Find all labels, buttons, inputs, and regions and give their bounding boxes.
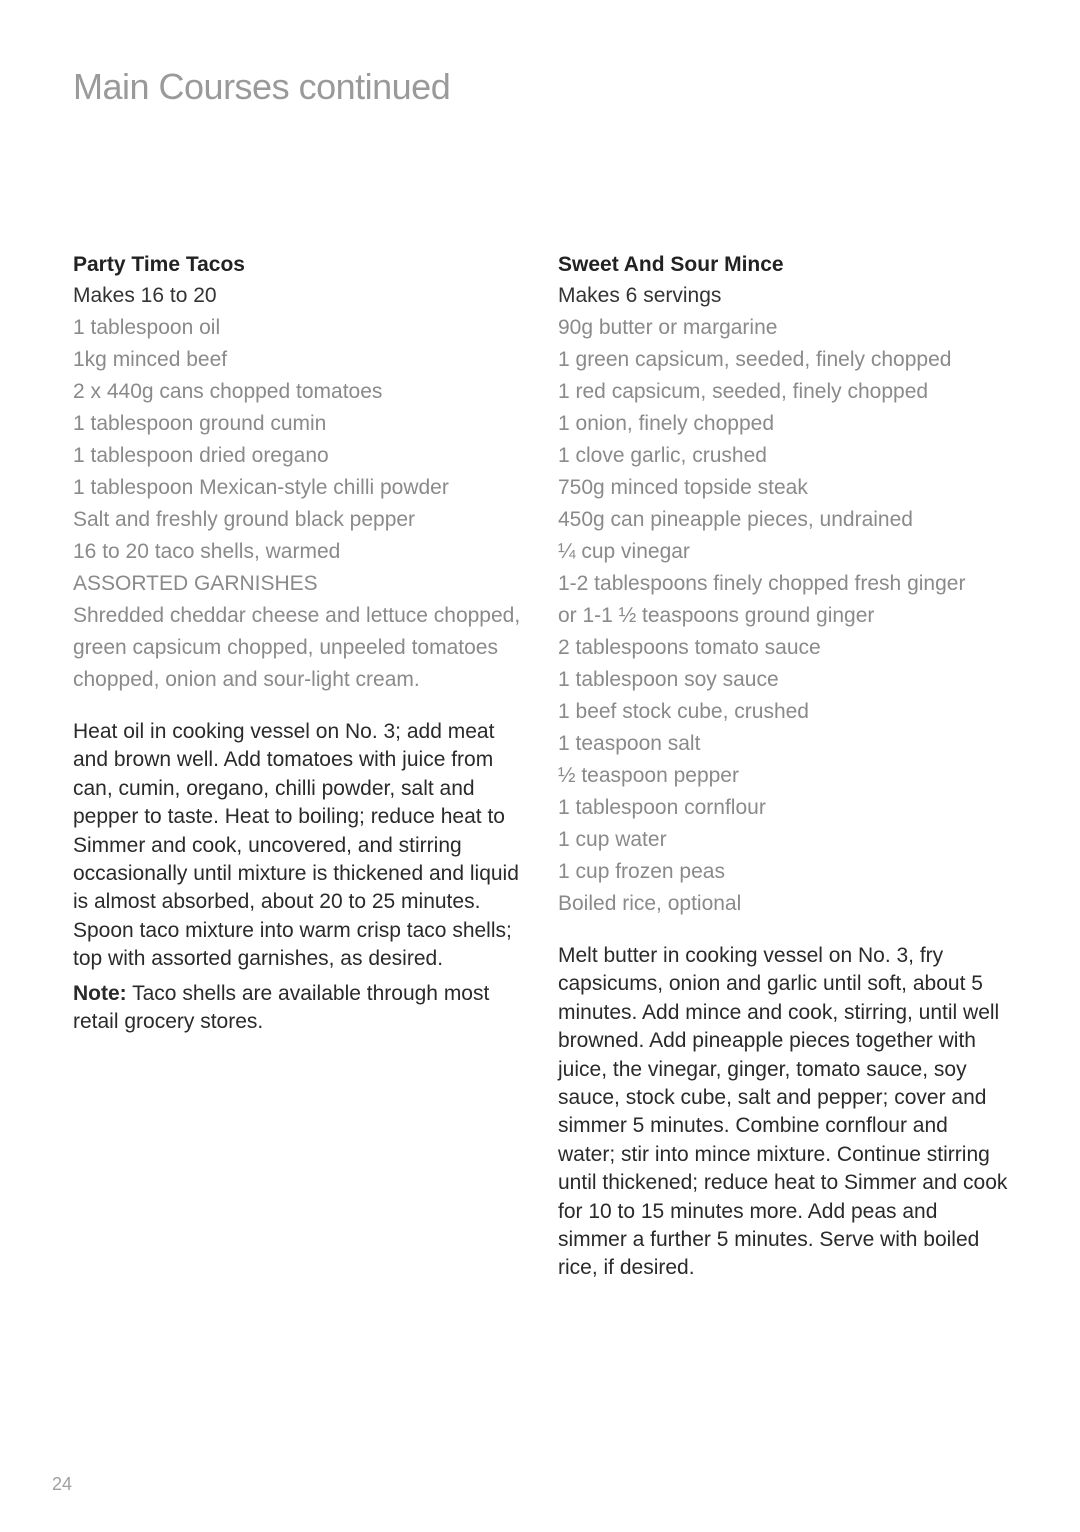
ingredient-item: 1 onion, finely chopped bbox=[558, 412, 774, 435]
recipe-party-time-tacos bbox=[73, 250, 528, 1036]
ingredient-item: 16 to 20 taco shells, warmed bbox=[73, 540, 341, 563]
recipe-yield: Makes 16 to 20 bbox=[73, 284, 217, 307]
note-label: Note: bbox=[73, 981, 127, 1005]
ingredient-item: 1 cup frozen peas bbox=[558, 860, 725, 883]
ingredient-item: 1 tablespoon soy sauce bbox=[558, 668, 779, 691]
page-number: 24 bbox=[52, 1474, 73, 1494]
method-text: Heat oil in cooking vessel on No. 3; add meat and brown well. Add tomatoes with juice from can, cumin, oregano, chilli powder, salt and pepper to taste. Heat to boiling; reduce heat to Simmer and cook, uncovered, and stirring occasionally until mixture is thickened and liquid is almost absorbed, about 20 to 25 minutes. Spoon taco mixture into warm crisp taco shells; top with assorted garnishes, as desired. bbox=[73, 720, 519, 971]
ingredient-item: 1 tablespoon dried oregano bbox=[73, 444, 329, 467]
ingredient-item: 1kg minced beef bbox=[73, 348, 228, 371]
ingredient-list bbox=[558, 312, 1008, 920]
ingredient-item: Boiled rice, optional bbox=[558, 892, 742, 915]
method-text: Melt butter in cooking vessel on No. 3, fry capsicums, onion and garlic until soft, about 5 minutes. Add mince and cook, stirring, until well browned. Add pineapple pieces together with juice, the vinegar, ginger, tomato sauce, soy sauce, stock cube, salt and pepper; cover and simmer 5 minutes. Combine cornflour and water; stir into mince mixture. Continue stirring until thickened; reduce heat to Simmer and cook for 10 to 15 minutes more. Add peas and simmer a further 5 minutes. Serve with boiled rice, if desired. bbox=[558, 944, 1008, 1280]
ingredient-item: or 1-1 ½ teaspoons ground ginger bbox=[558, 604, 875, 627]
ingredient-item: 2 tablespoons tomato sauce bbox=[558, 636, 821, 659]
ingredient-item: 1 tablespoon Mexican-style chilli powder bbox=[73, 476, 449, 499]
ingredient-item: Salt and freshly ground black pepper bbox=[73, 508, 416, 531]
ingredient-item: 1 tablespoon oil bbox=[73, 316, 221, 339]
ingredient-item: 1 green capsicum, seeded, finely chopped bbox=[558, 348, 952, 371]
ingredient-item: 1 cup water bbox=[558, 828, 667, 851]
ingredient-item: 90g butter or margarine bbox=[558, 316, 778, 339]
recipe-sweet-and-sour-mince bbox=[558, 250, 1008, 1283]
garnish-heading: ASSORTED GARNISHES bbox=[73, 572, 318, 595]
garnish-text: Shredded cheddar cheese and lettuce chopped, green capsicum chopped, unpeeled tomatoes chopped, onion and sour-light cream. bbox=[73, 604, 521, 691]
ingredient-item: 2 x 440g cans chopped tomatoes bbox=[73, 380, 383, 403]
ingredient-item: 1 tablespoon ground cumin bbox=[73, 412, 327, 435]
note-text: Taco shells are available through most retail grocery stores. bbox=[73, 981, 490, 1034]
page-title: Main Courses continued bbox=[73, 66, 451, 107]
recipe-title: Party Time Tacos bbox=[73, 253, 245, 276]
ingredient-list bbox=[73, 312, 528, 568]
note bbox=[73, 980, 528, 1037]
recipe-title: Sweet And Sour Mince bbox=[558, 253, 784, 276]
ingredient-item: 750g minced topside steak bbox=[558, 476, 808, 499]
ingredient-item: ¼ cup vinegar bbox=[558, 540, 690, 563]
ingredient-item: 450g can pineapple pieces, undrained bbox=[558, 508, 913, 531]
ingredient-item: 1 tablespoon cornflour bbox=[558, 796, 766, 819]
recipe-yield: Makes 6 servings bbox=[558, 284, 722, 307]
ingredient-item: 1 teaspoon salt bbox=[558, 732, 701, 755]
ingredient-item: 1-2 tablespoons finely chopped fresh ginger bbox=[558, 572, 966, 595]
ingredient-item: 1 clove garlic, crushed bbox=[558, 444, 767, 467]
ingredient-item: 1 red capsicum, seeded, finely chopped bbox=[558, 380, 929, 403]
ingredient-item: 1 beef stock cube, crushed bbox=[558, 700, 809, 723]
ingredient-item: ½ teaspoon pepper bbox=[558, 764, 739, 787]
